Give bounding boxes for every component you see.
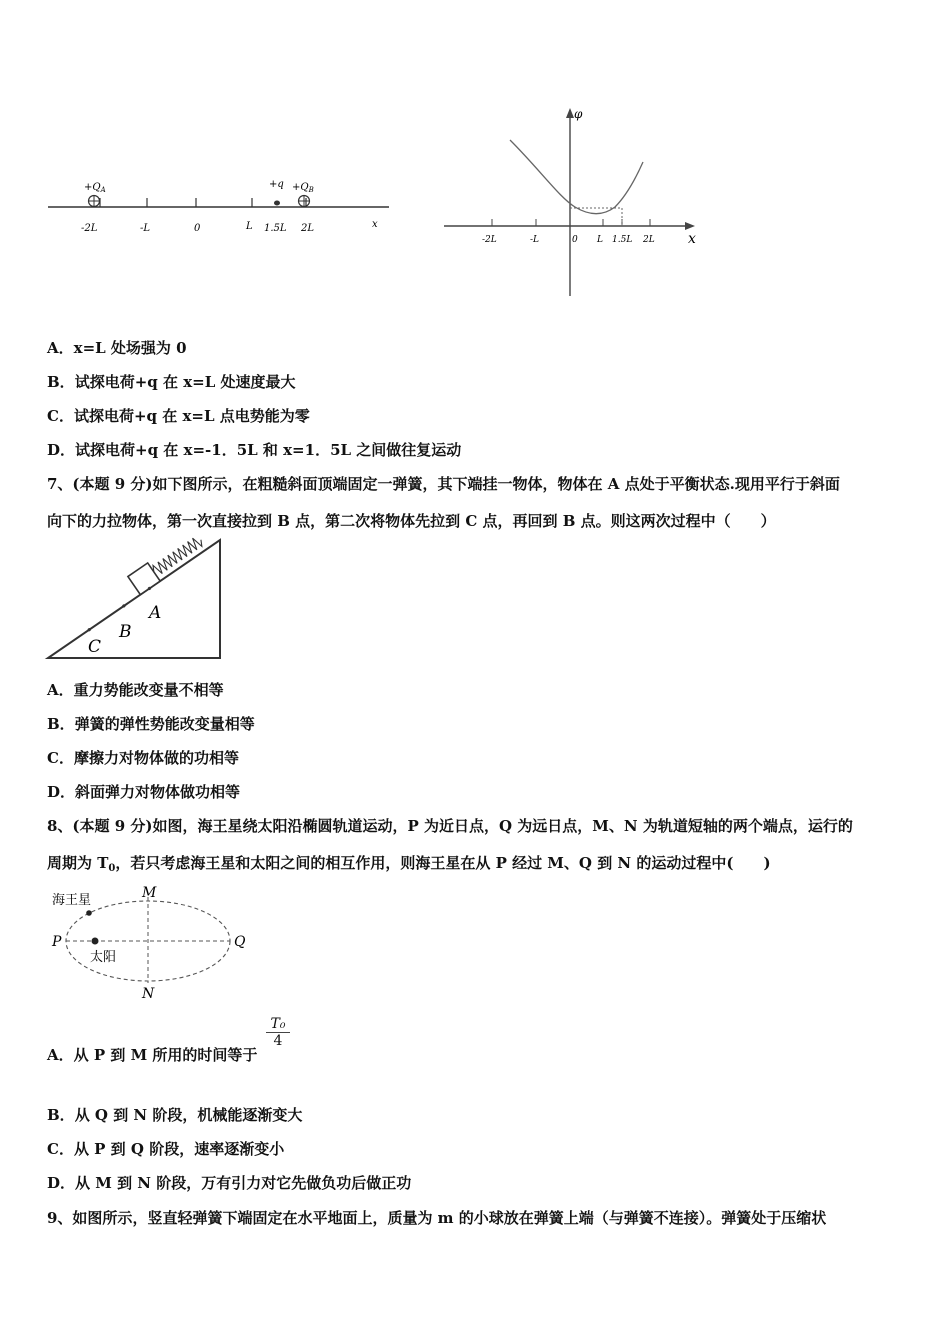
tick-label: 2L — [301, 223, 315, 234]
q7-option-b: B．弹簧的弹性势能改变量相等 — [47, 715, 255, 733]
label-q: +q — [269, 179, 284, 190]
point-b-label: B — [119, 622, 132, 642]
q7-option-c: C．摩擦力对物体做的功相等 — [47, 749, 239, 767]
tick-label: -L — [530, 235, 540, 245]
q8-option-b: B．从 Q 到 N 阶段，机械能逐渐变大 — [47, 1106, 303, 1124]
tick-label: 0 — [572, 235, 578, 245]
tick-label: L — [597, 235, 603, 245]
tick-label: 2L — [643, 235, 655, 245]
sun-dot — [92, 938, 99, 945]
tick-label: 1.5L — [264, 223, 287, 234]
fraction-t0-over-4: $\frac{\text{T₀}}{4}$ — [266, 1016, 290, 1049]
potential-curve — [510, 140, 643, 214]
charge-axis-figure — [44, 170, 394, 240]
q7-stem-line1: 7、(本题 9 分)如下图所示，在粗糙斜面顶端固定一弹簧，其下端挂一物体，物体在 A 点处于平衡状态.现用平行于斜面 — [47, 475, 840, 493]
potential-graph-figure — [440, 100, 705, 300]
point-q-label: Q — [234, 934, 246, 950]
tick-label: -2L — [81, 223, 98, 234]
point-m-label: M — [142, 885, 157, 901]
q6-option-a: A．x=L 处场强为 0 — [47, 339, 187, 357]
tick-label: 0 — [194, 223, 201, 234]
q7-option-a: A．重力势能改变量不相等 — [47, 681, 224, 699]
incline-spring-figure — [44, 536, 229, 664]
q6-option-c: C．试探电荷+q 在 x=L 点电势能为零 — [47, 407, 310, 425]
point-n-label: N — [142, 986, 155, 1002]
point-c-label: C — [88, 637, 102, 657]
tick-label: 1.5L — [612, 235, 633, 245]
planet-label: 海王星 — [52, 893, 92, 908]
axis-label: x — [372, 219, 378, 230]
q7-option-d: D．斜面弹力对物体做功相等 — [47, 783, 241, 801]
x-axis-label: x — [688, 231, 696, 247]
label-qa: $+Q_A$ — [84, 182, 106, 194]
point-p-label: P — [52, 934, 62, 950]
q6-option-d: D．试探电荷+q 在 x=-1．5L 和 x=1．5L 之间做往复运动 — [47, 441, 462, 459]
q9-stem-line1: 9、如图所示，竖直轻弹簧下端固定在水平地面上，质量为 m 的小球放在弹簧上端（与弹簧不连接）。弹簧处于压缩状 — [47, 1209, 827, 1227]
neptune-dot — [86, 910, 92, 916]
q6-option-b: B．试探电荷+q 在 x=L 处速度最大 — [47, 373, 296, 391]
q8-stem-line2: 周期为 $T_0$，若只考虑海王星和太阳之间的相互作用，则海王星在从 P 经过 M、Q 到 N 的运动过程中( ) — [47, 854, 771, 874]
label-qb: $+Q_B$ — [292, 182, 314, 194]
neptune-orbit-figure — [48, 880, 258, 1002]
q8-stem-line1: 8、(本题 9 分)如图，海王星绕太阳沿椭圆轨道运动，P 为近日点，Q 为远日点，M、N 为轨道短轴的两个端点，运行的 — [47, 817, 853, 835]
q8-option-d: D．从 M 到 N 阶段，万有引力对它先做负功后做正功 — [47, 1174, 412, 1192]
q8-option-c: C．从 P 到 Q 阶段，速率逐渐变小 — [47, 1140, 285, 1158]
q7-stem-line2: 向下的力拉物体，第一次直接拉到 B 点，第二次将物体先拉到 C 点，再回到 B 点。则这两次过程中（ ） — [47, 512, 776, 530]
test-charge-dot — [274, 201, 280, 206]
q8-option-a: A．从 P 到 M 所用的时间等于 — [47, 1046, 258, 1064]
point-a-label: A — [149, 603, 162, 623]
sun-label: 太阳 — [90, 950, 117, 965]
tick-label: L — [246, 221, 253, 232]
y-axis-label: φ — [574, 107, 583, 121]
tick-label: -L — [140, 223, 151, 234]
tick-label: -2L — [482, 235, 497, 245]
